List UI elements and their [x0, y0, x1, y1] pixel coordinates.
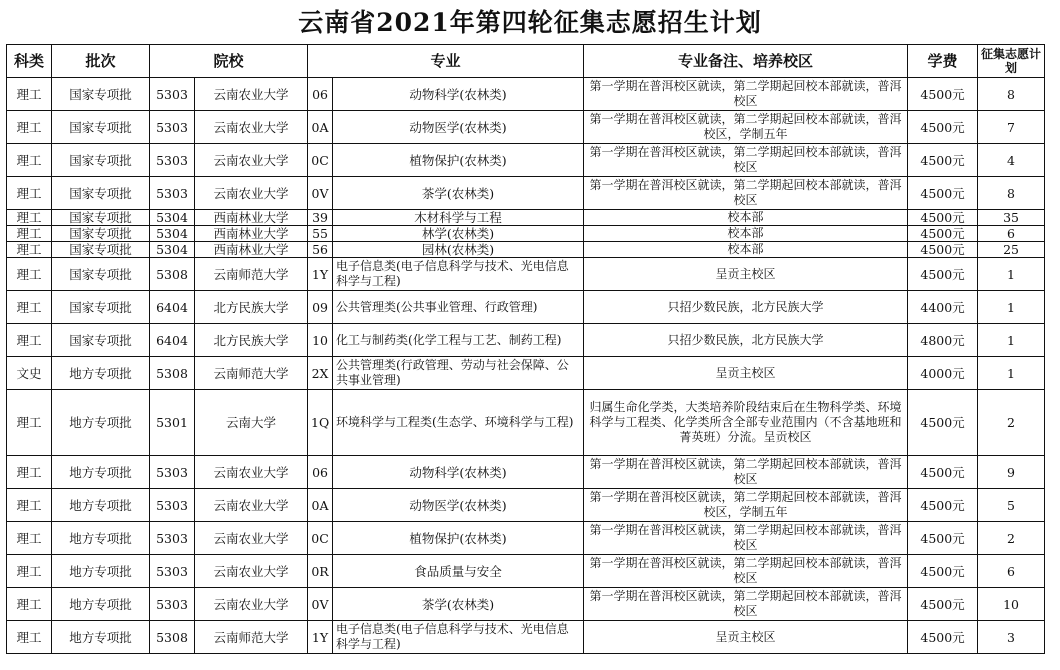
major-note-cell: 归属生命化学类，大类培养阶段结束后在生物科学类、环境科学与工程类、化学类所含全部专业范围内（不含基地班和菁英班）分流。呈贡校区	[584, 390, 908, 456]
table-row	[7, 522, 1045, 555]
major-code-cell: 09	[308, 291, 333, 324]
plan-count-cell: 2	[978, 390, 1045, 456]
header-category: 科类	[7, 45, 52, 78]
table-row	[7, 78, 1045, 111]
plan-count-cell: 35	[978, 210, 1045, 226]
batch-cell: 地方专项批	[52, 621, 150, 654]
table-row	[7, 621, 1045, 654]
fee-cell: 4800元	[908, 324, 978, 357]
header-major: 专业	[308, 45, 584, 78]
major-note-cell: 校本部	[584, 226, 908, 242]
table-row	[7, 390, 1045, 456]
fee-cell: 4500元	[908, 489, 978, 522]
header-plan: 征集志愿计划	[978, 45, 1045, 78]
school-code-cell: 5303	[150, 111, 195, 144]
major-note-cell: 第一学期在普洱校区就读，第二学期起回校本部就读，普洱校区	[584, 588, 908, 621]
major-name-cell: 林学(农林类)	[333, 226, 584, 242]
fee-cell: 4000元	[908, 357, 978, 390]
category-cell: 理工	[7, 78, 52, 111]
table-row	[7, 555, 1045, 588]
batch-cell: 地方专项批	[52, 522, 150, 555]
batch-cell: 地方专项批	[52, 555, 150, 588]
school-name-cell: 北方民族大学	[195, 324, 308, 357]
major-name-cell: 动物科学(农林类)	[333, 456, 584, 489]
table-row	[7, 456, 1045, 489]
major-name-cell: 公共管理类(行政管理、劳动与社会保障、公共事业管理)	[333, 357, 584, 390]
school-code-cell: 6404	[150, 324, 195, 357]
school-name-cell: 云南农业大学	[195, 144, 308, 177]
major-name-cell: 电子信息类(电子信息科学与技术、光电信息科学与工程)	[333, 621, 584, 654]
major-name-cell: 植物保护(农林类)	[333, 144, 584, 177]
school-name-cell: 云南农业大学	[195, 588, 308, 621]
plan-count-cell: 9	[978, 456, 1045, 489]
category-cell: 理工	[7, 111, 52, 144]
plan-count-cell: 1	[978, 324, 1045, 357]
plan-count-cell: 3	[978, 621, 1045, 654]
major-name-cell: 动物医学(农林类)	[333, 489, 584, 522]
table-row	[7, 357, 1045, 390]
major-code-cell: 55	[308, 226, 333, 242]
plan-count-cell: 25	[978, 242, 1045, 258]
major-code-cell: 10	[308, 324, 333, 357]
category-cell: 理工	[7, 555, 52, 588]
batch-cell: 国家专项批	[52, 242, 150, 258]
school-name-cell: 云南农业大学	[195, 555, 308, 588]
major-code-cell: 0A	[308, 489, 333, 522]
table-header-row	[7, 45, 1045, 78]
school-name-cell: 北方民族大学	[195, 291, 308, 324]
school-code-cell: 5303	[150, 555, 195, 588]
batch-cell: 国家专项批	[52, 324, 150, 357]
batch-cell: 地方专项批	[52, 390, 150, 456]
school-code-cell: 5303	[150, 78, 195, 111]
batch-cell: 国家专项批	[52, 226, 150, 242]
category-cell: 理工	[7, 210, 52, 226]
plan-count-cell: 2	[978, 522, 1045, 555]
major-code-cell: 39	[308, 210, 333, 226]
major-note-cell: 第一学期在普洱校区就读，第二学期起回校本部就读，普洱校区	[584, 78, 908, 111]
major-code-cell: 0A	[308, 111, 333, 144]
school-code-cell: 5304	[150, 226, 195, 242]
plan-count-cell: 1	[978, 357, 1045, 390]
fee-cell: 4500元	[908, 390, 978, 456]
major-code-cell: 1Y	[308, 621, 333, 654]
major-code-cell: 0V	[308, 588, 333, 621]
category-cell: 理工	[7, 324, 52, 357]
table-row	[7, 144, 1045, 177]
major-code-cell: 0R	[308, 555, 333, 588]
table-row	[7, 258, 1045, 291]
fee-cell: 4500元	[908, 621, 978, 654]
batch-cell: 国家专项批	[52, 258, 150, 291]
school-name-cell: 西南林业大学	[195, 242, 308, 258]
major-note-cell: 第一学期在普洱校区就读，第二学期起回校本部就读，普洱校区，学制五年	[584, 111, 908, 144]
table-row	[7, 242, 1045, 258]
fee-cell: 4500元	[908, 522, 978, 555]
school-code-cell: 5303	[150, 456, 195, 489]
fee-cell: 4500元	[908, 210, 978, 226]
major-name-cell: 植物保护(农林类)	[333, 522, 584, 555]
plan-count-cell: 10	[978, 588, 1045, 621]
category-cell: 理工	[7, 621, 52, 654]
major-code-cell: 06	[308, 456, 333, 489]
category-cell: 理工	[7, 456, 52, 489]
table-row	[7, 291, 1045, 324]
major-note-cell: 第一学期在普洱校区就读，第二学期起回校本部就读，普洱校区，学制五年	[584, 489, 908, 522]
fee-cell: 4500元	[908, 226, 978, 242]
major-name-cell: 木材科学与工程	[333, 210, 584, 226]
major-name-cell: 食品质量与安全	[333, 555, 584, 588]
table-row	[7, 210, 1045, 226]
school-name-cell: 西南林业大学	[195, 226, 308, 242]
school-name-cell: 云南师范大学	[195, 621, 308, 654]
major-name-cell: 化工与制药类(化学工程与工艺、制药工程)	[333, 324, 584, 357]
school-name-cell: 云南师范大学	[195, 258, 308, 291]
major-note-cell: 呈贡主校区	[584, 258, 908, 291]
table-row	[7, 324, 1045, 357]
major-code-cell: 1Q	[308, 390, 333, 456]
major-code-cell: 06	[308, 78, 333, 111]
table-row	[7, 111, 1045, 144]
school-code-cell: 5303	[150, 177, 195, 210]
plan-count-cell: 8	[978, 78, 1045, 111]
major-name-cell: 环境科学与工程类(生态学、环境科学与工程)	[333, 390, 584, 456]
fee-cell: 4500元	[908, 111, 978, 144]
school-code-cell: 5301	[150, 390, 195, 456]
major-name-cell: 茶学(农林类)	[333, 588, 584, 621]
major-name-cell: 动物科学(农林类)	[333, 78, 584, 111]
category-cell: 理工	[7, 242, 52, 258]
fee-cell: 4500元	[908, 555, 978, 588]
category-cell: 理工	[7, 177, 52, 210]
batch-cell: 地方专项批	[52, 588, 150, 621]
major-name-cell: 电子信息类(电子信息科学与技术、光电信息科学与工程)	[333, 258, 584, 291]
batch-cell: 地方专项批	[52, 357, 150, 390]
school-name-cell: 云南农业大学	[195, 177, 308, 210]
category-cell: 理工	[7, 390, 52, 456]
major-code-cell: 0C	[308, 144, 333, 177]
batch-cell: 地方专项批	[52, 489, 150, 522]
major-note-cell: 第一学期在普洱校区就读，第二学期起回校本部就读，普洱校区	[584, 522, 908, 555]
category-cell: 理工	[7, 588, 52, 621]
plan-count-cell: 7	[978, 111, 1045, 144]
major-note-cell: 校本部	[584, 242, 908, 258]
school-code-cell: 6404	[150, 291, 195, 324]
school-code-cell: 5303	[150, 522, 195, 555]
school-name-cell: 云南农业大学	[195, 456, 308, 489]
category-cell: 理工	[7, 144, 52, 177]
major-name-cell: 茶学(农林类)	[333, 177, 584, 210]
batch-cell: 国家专项批	[52, 111, 150, 144]
school-name-cell: 云南大学	[195, 390, 308, 456]
plan-count-cell: 1	[978, 258, 1045, 291]
plan-count-cell: 4	[978, 144, 1045, 177]
header-batch: 批次	[52, 45, 150, 78]
fee-cell: 4400元	[908, 291, 978, 324]
fee-cell: 4500元	[908, 144, 978, 177]
school-code-cell: 5308	[150, 258, 195, 291]
major-note-cell: 第一学期在普洱校区就读，第二学期起回校本部就读，普洱校区	[584, 144, 908, 177]
fee-cell: 4500元	[908, 588, 978, 621]
page-title: 云南省2021年第四轮征集志愿招生计划	[298, 8, 762, 37]
plan-count-cell: 6	[978, 555, 1045, 588]
category-cell: 理工	[7, 291, 52, 324]
category-cell: 理工	[7, 258, 52, 291]
major-note-cell: 第一学期在普洱校区就读，第二学期起回校本部就读，普洱校区	[584, 555, 908, 588]
major-code-cell: 2X	[308, 357, 333, 390]
fee-cell: 4500元	[908, 177, 978, 210]
table-row	[7, 588, 1045, 621]
major-code-cell: 1Y	[308, 258, 333, 291]
plan-count-cell: 1	[978, 291, 1045, 324]
school-code-cell: 5303	[150, 144, 195, 177]
batch-cell: 国家专项批	[52, 144, 150, 177]
batch-cell: 国家专项批	[52, 210, 150, 226]
school-code-cell: 5308	[150, 621, 195, 654]
school-code-cell: 5303	[150, 489, 195, 522]
school-name-cell: 西南林业大学	[195, 210, 308, 226]
header-fee: 学费	[908, 45, 978, 78]
major-name-cell: 公共管理类(公共事业管理、行政管理)	[333, 291, 584, 324]
major-name-cell: 动物医学(农林类)	[333, 111, 584, 144]
school-code-cell: 5303	[150, 588, 195, 621]
major-note-cell: 只招少数民族，北方民族大学	[584, 291, 908, 324]
plan-count-cell: 6	[978, 226, 1045, 242]
batch-cell: 国家专项批	[52, 78, 150, 111]
school-code-cell: 5304	[150, 242, 195, 258]
school-code-cell: 5304	[150, 210, 195, 226]
category-cell: 理工	[7, 489, 52, 522]
category-cell: 理工	[7, 226, 52, 242]
school-name-cell: 云南师范大学	[195, 357, 308, 390]
batch-cell: 国家专项批	[52, 177, 150, 210]
table-row	[7, 226, 1045, 242]
major-note-cell: 呈贡主校区	[584, 357, 908, 390]
plan-count-cell: 5	[978, 489, 1045, 522]
header-school: 院校	[150, 45, 308, 78]
school-name-cell: 云南农业大学	[195, 522, 308, 555]
plan-count-cell: 8	[978, 177, 1045, 210]
school-name-cell: 云南农业大学	[195, 489, 308, 522]
major-code-cell: 56	[308, 242, 333, 258]
fee-cell: 4500元	[908, 242, 978, 258]
table-row	[7, 177, 1045, 210]
batch-cell: 地方专项批	[52, 456, 150, 489]
school-name-cell: 云南农业大学	[195, 111, 308, 144]
major-note-cell: 只招少数民族，北方民族大学	[584, 324, 908, 357]
category-cell: 文史	[7, 357, 52, 390]
fee-cell: 4500元	[908, 78, 978, 111]
header-major-note: 专业备注、培养校区	[584, 45, 908, 78]
major-name-cell: 园林(农林类)	[333, 242, 584, 258]
major-note-cell: 第一学期在普洱校区就读，第二学期起回校本部就读，普洱校区	[584, 456, 908, 489]
major-code-cell: 0C	[308, 522, 333, 555]
fee-cell: 4500元	[908, 258, 978, 291]
category-cell: 理工	[7, 522, 52, 555]
batch-cell: 国家专项批	[52, 291, 150, 324]
major-note-cell: 校本部	[584, 210, 908, 226]
enrollment-plan-table	[6, 44, 1045, 654]
school-name-cell: 云南农业大学	[195, 78, 308, 111]
table-body	[7, 78, 1045, 654]
major-note-cell: 呈贡主校区	[584, 621, 908, 654]
major-note-cell: 第一学期在普洱校区就读，第二学期起回校本部就读，普洱校区	[584, 177, 908, 210]
fee-cell: 4500元	[908, 456, 978, 489]
table-row	[7, 489, 1045, 522]
major-code-cell: 0V	[308, 177, 333, 210]
school-code-cell: 5308	[150, 357, 195, 390]
